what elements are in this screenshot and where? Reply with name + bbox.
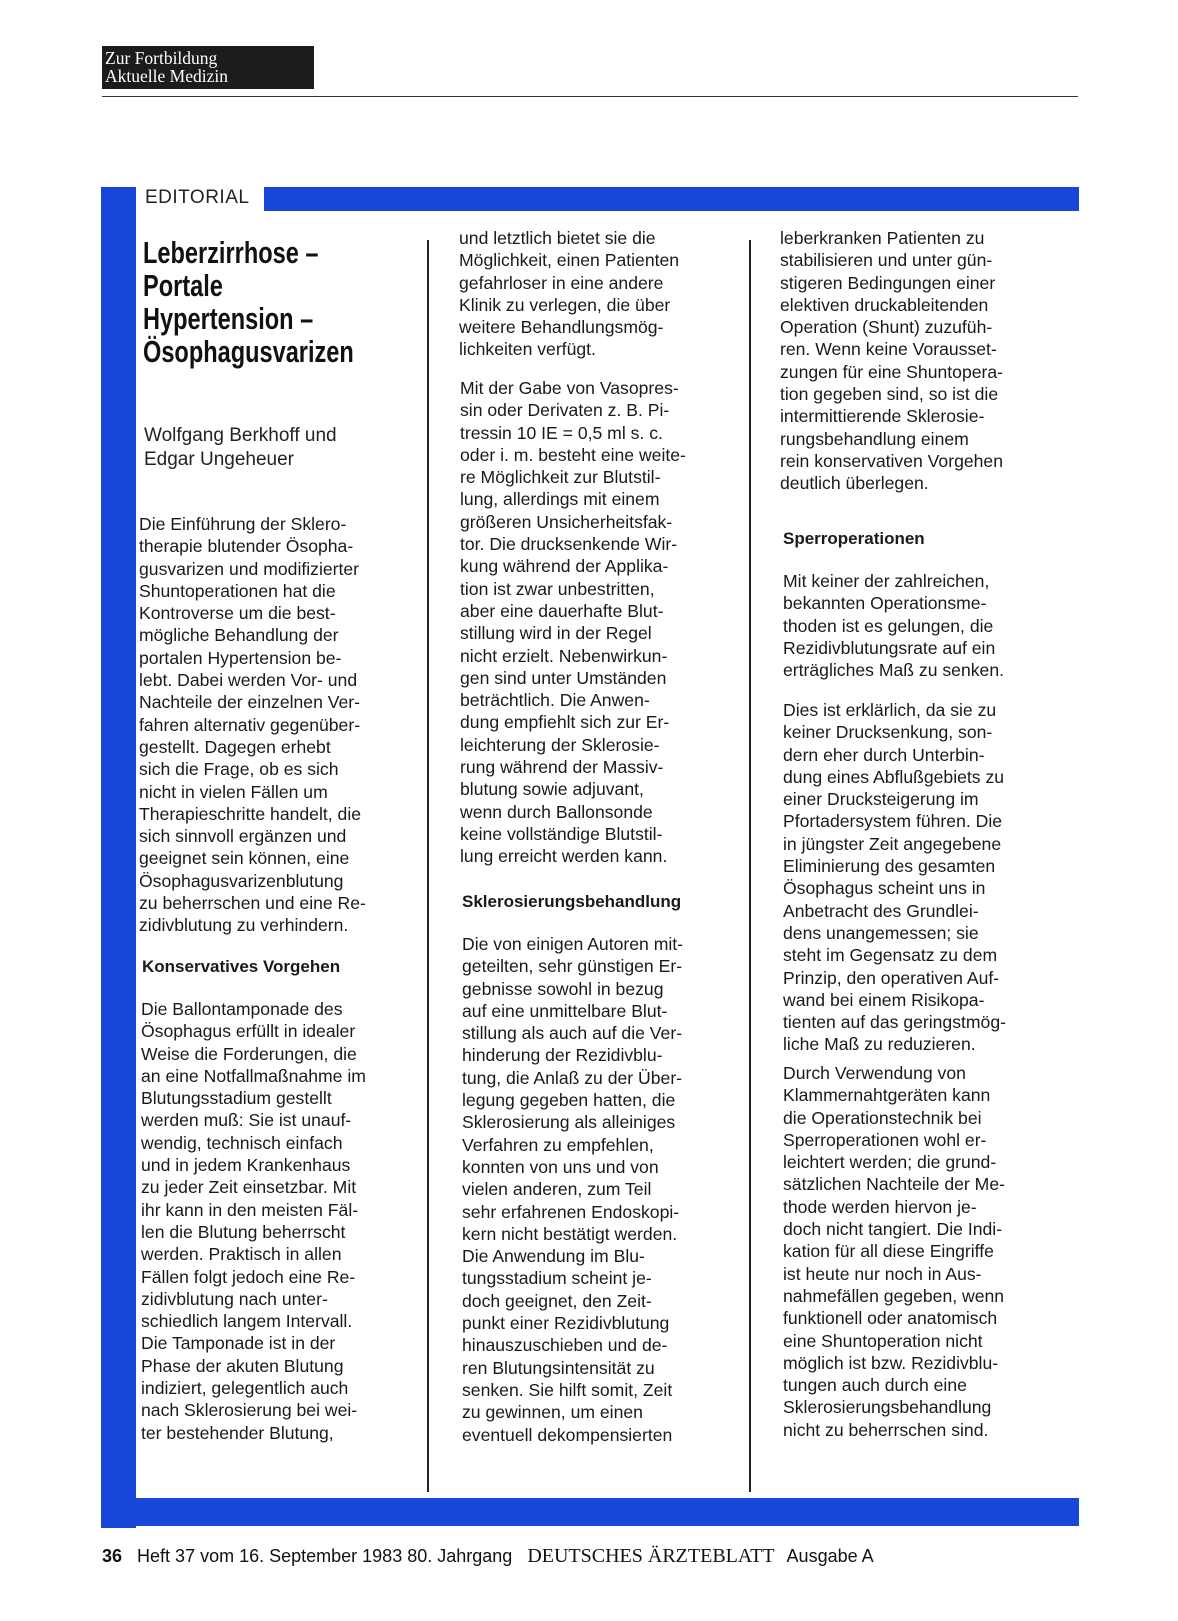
text-line: steht im Gegensatz zu dem	[783, 945, 998, 966]
text-line: Portale	[143, 268, 223, 303]
text-line: thode werden hiervon je-	[783, 1196, 977, 1217]
page-footer	[102, 1544, 874, 1568]
text-line: indiziert, gelegentlich auch	[141, 1378, 349, 1399]
text-line: stillung als auch auf die Ver-	[462, 1023, 683, 1044]
text-line: Verfahren zu empfehlen,	[462, 1134, 654, 1155]
text-line: beträchtlich. Die Anwen-	[460, 690, 650, 711]
section-label-line-1: Zur Fortbildung	[105, 48, 218, 68]
text-line: zidivblutung nach unter-	[141, 1288, 328, 1309]
text-line: Die Anwendung im Blu-	[462, 1246, 645, 1267]
text-line: gefahrloser in eine andere	[459, 272, 664, 293]
text-line: Leberzirrhose –	[143, 235, 319, 270]
column-rule-2	[749, 240, 751, 1492]
text-line: funktionell oder anatomisch	[783, 1308, 998, 1329]
text-line: gebnisse sowohl in bezug	[462, 978, 664, 999]
text-line: weitere Behandlungsmög-	[459, 317, 664, 338]
text-line: Fällen folgt jedoch eine Re-	[141, 1266, 356, 1287]
frame-bottom-bar	[101, 1498, 1079, 1526]
text-line: lebt. Dabei werden Vor- und	[139, 670, 358, 691]
text-line: doch geeignet, den Zeit-	[462, 1290, 652, 1311]
text-line: geeignet sein können, eine	[139, 848, 350, 869]
text-line: Kontroverse um die best-	[139, 603, 336, 624]
text-line: Blutungsstadium gestellt	[141, 1088, 332, 1109]
text-line: einer Drucksteigerung im	[783, 789, 979, 810]
column-2-paragraph-1	[459, 227, 679, 361]
text-line: werden muß: Sie ist unauf-	[141, 1110, 352, 1131]
text-line: Die von einigen Autoren mit-	[462, 934, 684, 954]
text-line: rungsbehandlung einem	[780, 428, 969, 449]
heading-sklerosierungsbehandlung: Sklerosierungsbehandlung	[462, 892, 682, 911]
text-line: therapie blutender Ösopha-	[139, 536, 354, 557]
editorial-label: EDITORIAL	[145, 187, 250, 208]
text-line: Pfortadersystem führen. Die	[783, 811, 1003, 832]
text-line: Nachteile der einzelnen Ver-	[139, 692, 361, 713]
frame-left-bar	[101, 187, 136, 1528]
text-line: nicht erzielt. Nebenwirkun-	[460, 645, 668, 666]
text-line: intermittierende Sklerosie-	[780, 406, 985, 427]
text-line: leberkranken Patienten zu	[780, 228, 985, 248]
text-line: lung erreicht werden kann.	[460, 846, 668, 867]
text-line: Phase der akuten Blutung	[141, 1355, 344, 1376]
text-line: Möglichkeit, einen Patienten	[459, 250, 680, 271]
text-line: Hypertension –	[143, 301, 314, 336]
text-line: Sklerosierungsbehandlung	[783, 1397, 992, 1418]
text-line: tor. Die drucksenkende Wir-	[460, 534, 678, 555]
text-line: rein konservativen Vorgehen	[780, 450, 1003, 471]
text-line: re Möglichkeit zur Blutstil-	[460, 467, 661, 488]
text-line: Durch Verwendung von	[783, 1063, 966, 1083]
text-line: ren. Wenn keine Vorausset-	[780, 339, 997, 360]
text-line: werden. Praktisch in allen	[141, 1244, 342, 1265]
header-rule	[102, 96, 1078, 97]
text-line: Therapieschritte handelt, die	[139, 803, 362, 824]
text-line: Dies ist erklärlich, da sie zu	[783, 700, 997, 720]
text-line: sich sinnvoll ergänzen und	[139, 826, 347, 847]
text-line: bekannten Operationsme-	[783, 593, 987, 614]
column-1-intro	[139, 513, 366, 937]
text-line: stillung wird in der Regel	[460, 623, 652, 644]
text-line: eine Shuntoperation nicht	[783, 1330, 983, 1351]
text-line: Mit keiner der zahlreichen,	[783, 571, 990, 591]
text-line: nicht in vielen Fällen um	[139, 781, 328, 802]
text-line: stigeren Bedingungen einer	[780, 272, 996, 293]
text-line: mögliche Behandlung der	[139, 625, 339, 646]
text-line: nahmefällen gegeben, wenn	[783, 1285, 1005, 1306]
text-line: oder i. m. besteht eine weite-	[460, 444, 686, 465]
text-line: ihr kann in den meisten Fäl-	[141, 1199, 359, 1220]
section-label	[102, 46, 314, 89]
text-line: Ösophagus scheint uns in	[783, 878, 986, 899]
text-line: nach Sklerosierung bei wei-	[141, 1400, 358, 1421]
text-line: aber eine dauerhafte Blut-	[460, 600, 664, 621]
text-line: auf eine unmittelbare Blut-	[462, 1000, 668, 1021]
text-line: len die Blutung beherrscht	[141, 1221, 346, 1242]
column-1-body	[141, 998, 366, 1444]
text-line: leichterung der Sklerosie-	[460, 734, 660, 755]
text-line: keiner Drucksenkung, son-	[783, 722, 993, 743]
text-line: tion gegeben sind, so ist die	[780, 384, 999, 405]
text-line: Sklerosierung als alleiniges	[462, 1112, 676, 1133]
text-line: kation für all diese Eingriffe	[783, 1241, 994, 1262]
text-line: Ösophagus erfüllt in idealer	[141, 1021, 356, 1042]
text-line: nicht zu beherrschen sind.	[783, 1419, 989, 1440]
text-line: gestellt. Dagegen erhebt	[139, 736, 331, 757]
text-line: wenn durch Ballonsonde	[460, 801, 653, 822]
article-authors	[144, 424, 337, 472]
edition-label: Ausgabe A	[786, 1546, 874, 1566]
text-line: möglich ist bzw. Rezidivblu-	[783, 1352, 999, 1373]
text-line: legung gegeben hatten, die	[462, 1090, 676, 1111]
text-line: zungen für eine Shuntopera-	[780, 361, 1004, 382]
text-line: Edgar Ungeheuer	[144, 449, 294, 470]
text-line: fahren alternativ gegenüber-	[139, 714, 361, 735]
text-line: punkt einer Rezidivblutung	[462, 1313, 670, 1334]
text-line: blutung sowie adjuvant,	[460, 779, 644, 800]
text-line: zidivblutung zu verhindern.	[139, 915, 349, 936]
text-line: wand bei einem Risikopa-	[783, 989, 985, 1010]
text-line: schiedlich langem Intervall.	[141, 1311, 353, 1332]
text-line: tienten auf das geringstmög-	[783, 1012, 1006, 1033]
text-line: tung, die Anlaß zu der Über-	[462, 1067, 683, 1088]
text-line: tressin 10 IE = 0,5 ml s. c.	[460, 422, 663, 443]
heading-konservatives-vorgehen: Konservatives Vorgehen	[142, 957, 341, 976]
text-line: gen sind unter Umständen	[460, 667, 667, 688]
text-line: ren Blutungsintensität zu	[462, 1357, 655, 1378]
text-line: wendig, technisch einfach	[141, 1132, 343, 1153]
column-2-paragraph-2	[460, 377, 686, 868]
text-line: lung, allerdings mit einem	[460, 489, 660, 510]
frame-top-bar	[264, 187, 1079, 211]
text-line: Shuntoperationen hat die	[139, 580, 336, 601]
text-line: hinauszuschieben und de-	[462, 1335, 668, 1356]
column-3-paragraph-1	[780, 227, 1003, 495]
text-line: Sperroperationen wohl er-	[783, 1129, 987, 1150]
text-line: sehr erfahrenen Endoskopi-	[462, 1201, 680, 1222]
text-line: erträgliches Maß zu senken.	[783, 660, 1004, 681]
text-line: konnten von uns und von	[462, 1156, 659, 1177]
text-line: dern eher durch Unterbin-	[783, 744, 985, 765]
text-line: sich die Frage, ob es sich	[139, 759, 339, 780]
article-title	[143, 236, 354, 368]
heading-sperroperationen: Sperroperationen	[783, 529, 925, 548]
text-line: elektiven druckableitenden	[780, 294, 989, 315]
text-line: stabilisieren und unter gün-	[780, 250, 993, 271]
column-3-paragraph-2	[783, 570, 1004, 681]
text-line: gusvarizen und modifizierter	[139, 558, 360, 579]
text-line: sin oder Derivaten z. B. Pi-	[460, 400, 670, 421]
text-line: sätzlichen Nachteile der Me-	[783, 1174, 1005, 1195]
text-line: dung eines Abflußgebiets zu	[783, 766, 1005, 787]
text-line: dung empfiehlt sich zur Er-	[460, 712, 670, 733]
text-line: kern nicht bestätigt werden.	[462, 1223, 678, 1244]
journal-name: DEUTSCHES ÄRZTEBLATT	[527, 1545, 775, 1567]
text-line: Anbetracht des Grundlei-	[783, 900, 979, 921]
text-line: deutlich überlegen.	[780, 473, 929, 494]
text-line: zu beherrschen und eine Re-	[139, 893, 366, 914]
text-line: Prinzip, den operativen Auf-	[783, 967, 1000, 988]
text-line: tungsstadium scheint je-	[462, 1268, 652, 1289]
column-rule-1	[427, 240, 429, 1492]
text-line: senken. Sie hilft somit, Zeit	[462, 1379, 673, 1400]
text-line: und letztlich bietet sie die	[459, 228, 656, 248]
text-line: zu gewinnen, um einen	[462, 1402, 643, 1423]
text-line: hinderung der Rezidivblu-	[462, 1045, 663, 1066]
text-line: geteilten, sehr günstigen Er-	[462, 956, 683, 977]
text-line: thoden ist es gelungen, die	[783, 615, 994, 636]
text-line: Die Einführung der Sklero-	[139, 514, 347, 534]
text-line: größeren Unsicherheitsfak-	[460, 511, 673, 532]
text-line: Weise die Forderungen, die	[141, 1043, 357, 1064]
text-line: zu jeder Zeit einsetzbar. Mit	[141, 1177, 357, 1198]
text-line: lichkeiten verfügt.	[459, 339, 596, 360]
text-line: eventuell dekompensierten	[462, 1424, 673, 1445]
text-line: keine vollständige Blutstil-	[460, 823, 663, 844]
text-line: kung während der Applika-	[460, 556, 669, 577]
text-line: Klinik zu verlegen, die über	[459, 294, 671, 315]
section-label-line-2: Aktuelle Medizin	[105, 66, 228, 86]
text-line: ter bestehender Blutung,	[141, 1422, 334, 1443]
text-line: doch nicht tangiert. Die Indi-	[783, 1219, 1003, 1240]
text-line: und in jedem Krankenhaus	[141, 1155, 351, 1176]
text-line: Ösophagusvarizen	[143, 334, 354, 369]
text-line: Klammernahtgeräten kann	[783, 1085, 991, 1106]
issue-info: Heft 37 vom 16. September 1983 80. Jahrgang	[137, 1546, 513, 1566]
text-line: leichtert werden; die grund-	[783, 1152, 997, 1173]
column-3-paragraph-4	[783, 1062, 1005, 1441]
text-line: an eine Notfallmaßnahme im	[141, 1065, 366, 1086]
text-line: Eliminierung des gesamten	[783, 856, 996, 877]
text-line: Wolfgang Berkhoff und	[144, 425, 337, 446]
page-number: 36	[102, 1546, 123, 1566]
text-line: Die Tamponade ist in der	[141, 1333, 336, 1354]
column-2-paragraph-3	[462, 933, 683, 1446]
text-line: portalen Hypertension be-	[139, 647, 342, 668]
text-line: Die Ballontamponade des	[141, 999, 343, 1019]
column-3-paragraph-3	[783, 699, 1006, 1056]
text-line: Rezidivblutungsrate auf ein	[783, 637, 996, 658]
text-line: Operation (Shunt) zuzufüh-	[780, 317, 993, 338]
text-line: vielen anderen, zum Teil	[462, 1179, 652, 1200]
text-line: dens unangemessen; sie	[783, 922, 979, 943]
text-line: ist heute nur noch in Aus-	[783, 1263, 982, 1284]
text-line: die Operationstechnik bei	[783, 1107, 982, 1128]
text-line: Mit der Gabe von Vasopres-	[460, 378, 679, 398]
text-line: Ösophagusvarizenblutung	[139, 870, 344, 891]
text-line: tion ist zwar unbestritten,	[460, 578, 655, 599]
text-line: rung während der Massiv-	[460, 757, 664, 778]
text-line: liche Maß zu reduzieren.	[783, 1034, 976, 1055]
text-line: tungen auch durch eine	[783, 1375, 967, 1396]
text-line: in jüngster Zeit angegebene	[783, 833, 1002, 854]
